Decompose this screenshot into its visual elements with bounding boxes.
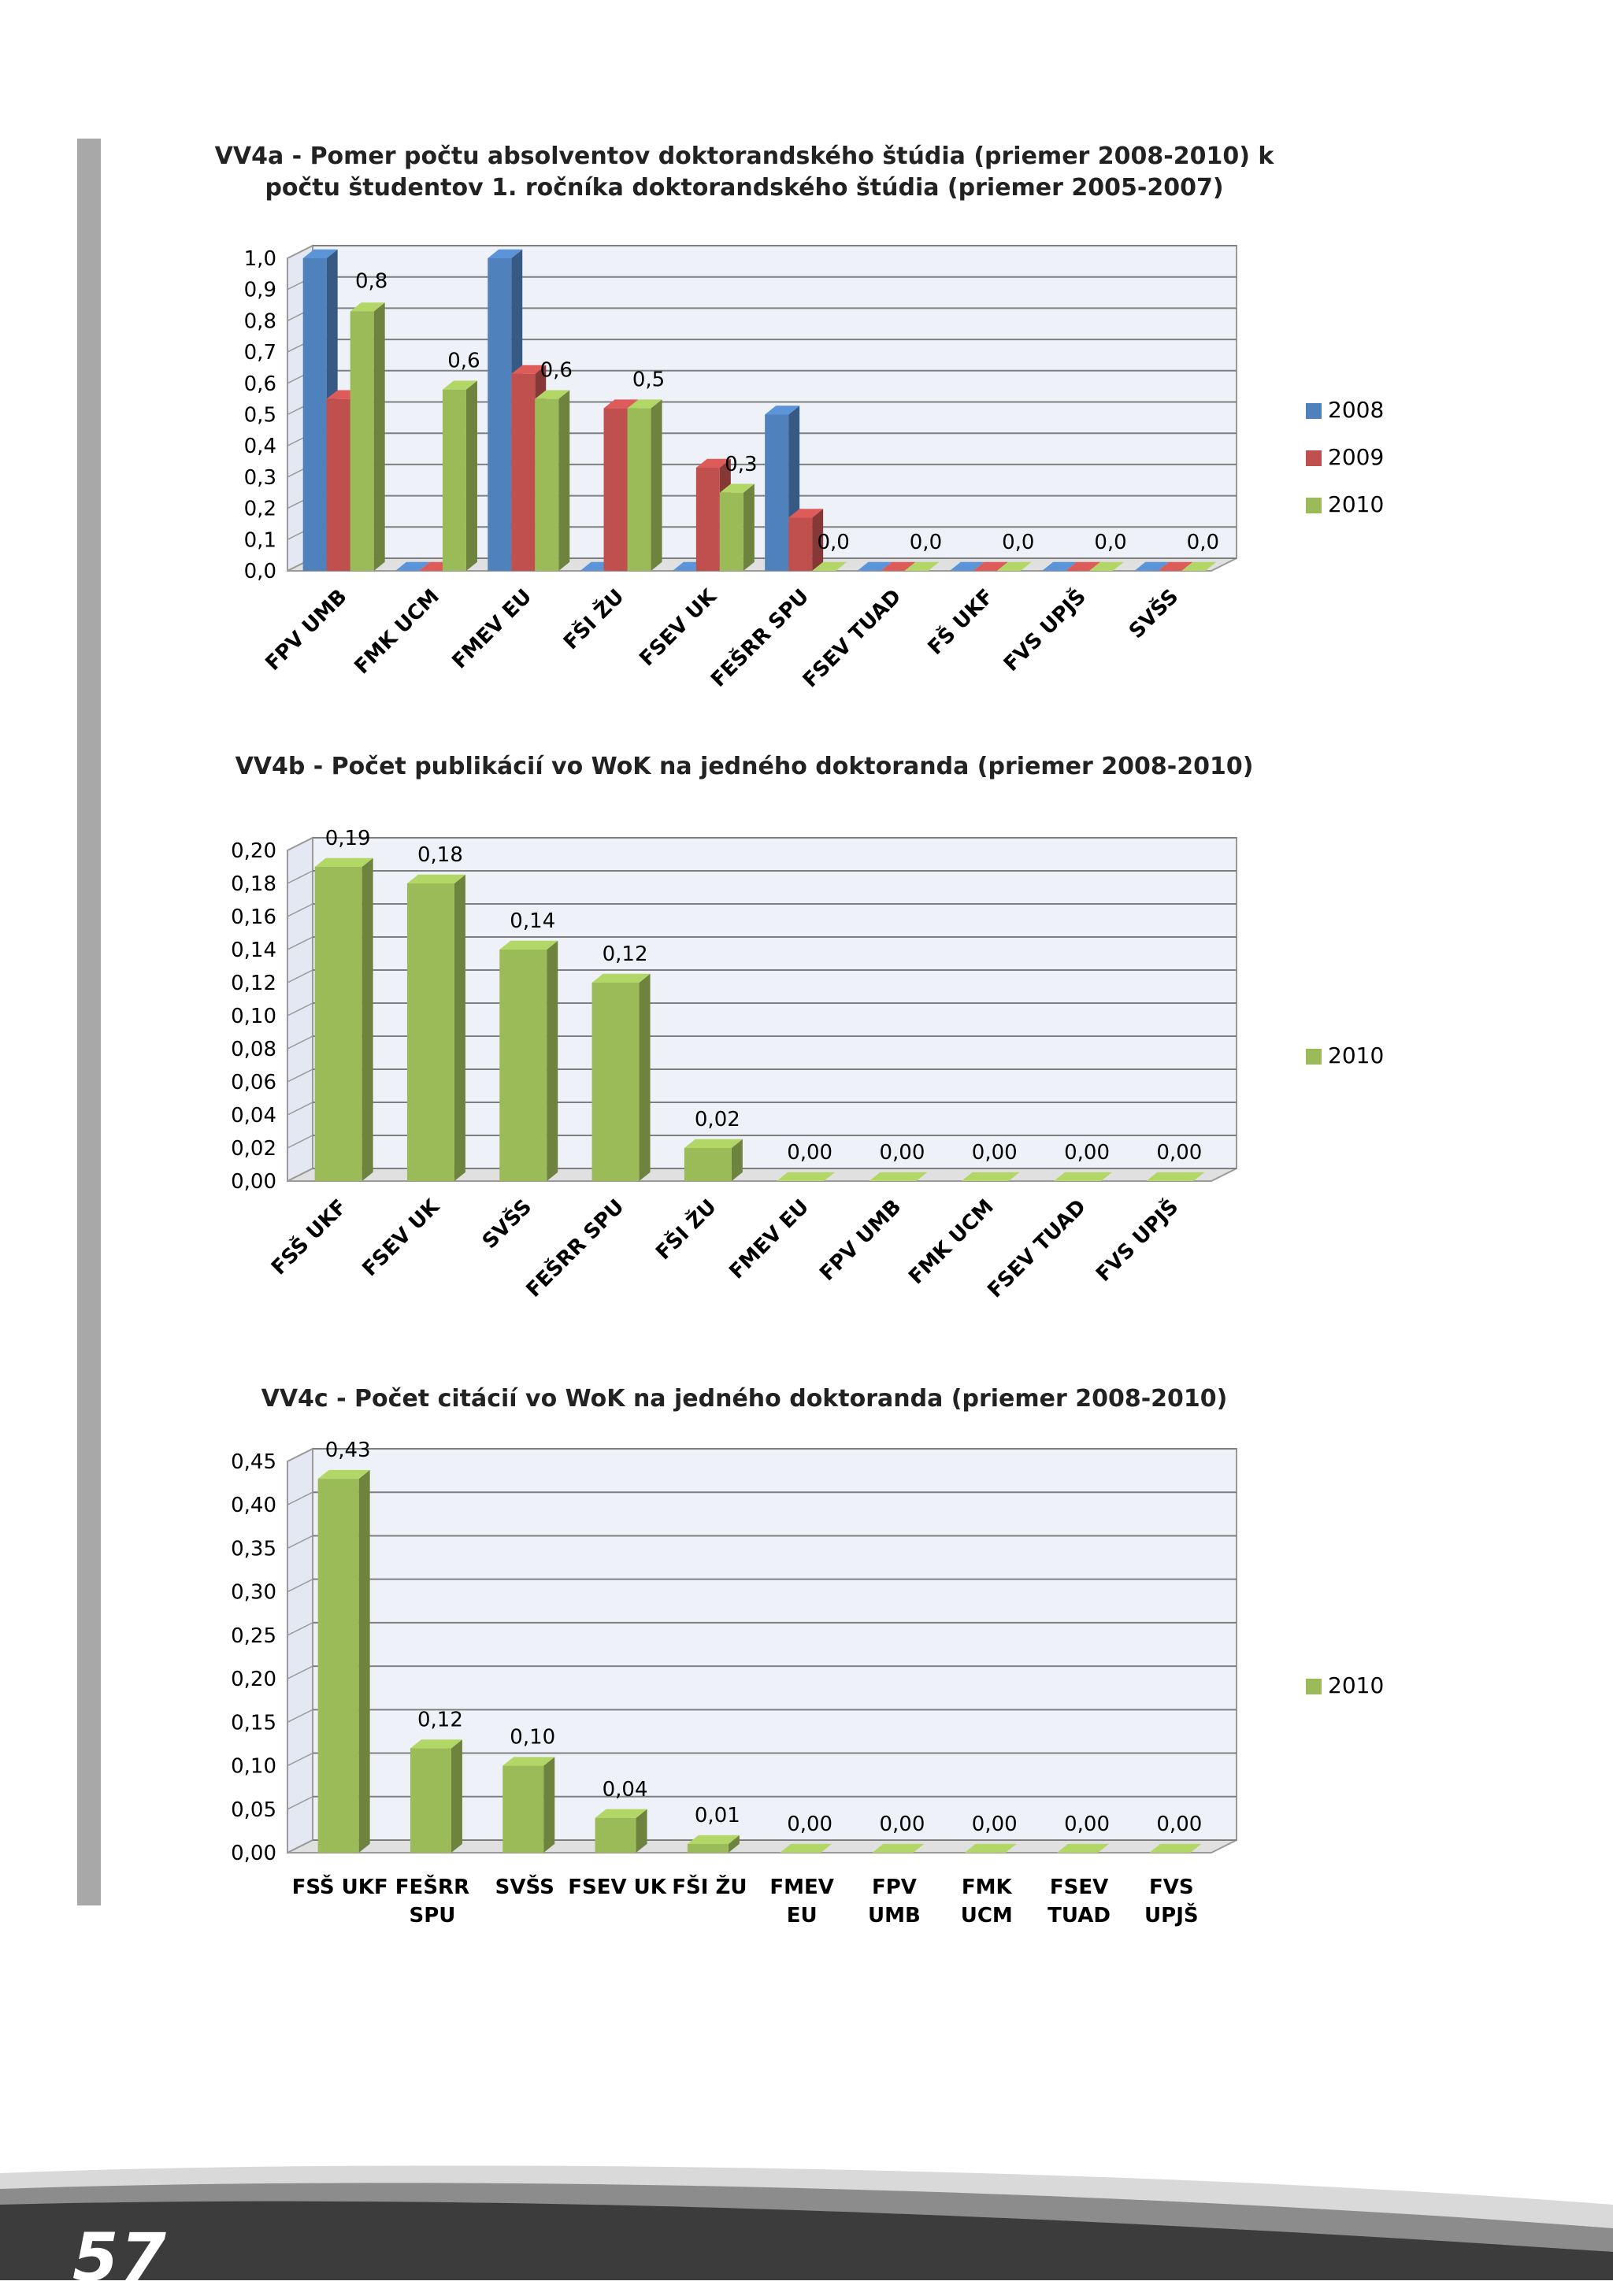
bar [595,1809,647,1853]
x-tick-label: FPV UMB [815,1194,907,1286]
x-tick-label: SVŠS [1124,584,1184,644]
data-label: 0,0 [909,531,943,554]
data-label: 0,0 [1002,531,1035,554]
bar [684,1139,743,1181]
legend-label: 2010 [1328,1672,1385,1698]
x-tick-label: UPJŠ [1144,1904,1199,1928]
bar [688,1835,740,1853]
bar [315,858,373,1181]
y-tick-label: 0,25 [231,1624,276,1648]
x-tick-label: FSEV TUAD [983,1194,1091,1303]
y-tick-label: 0,15 [231,1711,276,1735]
y-tick-label: 0,00 [231,1842,276,1865]
bar-front [318,1479,359,1853]
y-tick-label: 0,10 [231,1754,276,1779]
legend-swatch [1306,498,1322,513]
data-label: 0,04 [602,1777,648,1802]
x-tick-label: SPU [409,1904,456,1928]
data-label: 0,00 [879,1141,925,1165]
data-label: 0,6 [540,358,573,383]
x-tick-label: SVŠS [477,1194,537,1254]
bar [318,1470,370,1853]
x-tick-label: FMK [961,1876,1012,1899]
data-label: 0,6 [447,349,480,373]
y-tick-label: 0,00 [231,1170,276,1194]
bar-front [696,468,720,571]
data-label: 0,43 [324,1439,371,1463]
bar-side [547,941,558,1181]
sidebar-accent-bar [77,139,101,1905]
chart-vv4a [201,126,1429,701]
x-tick-label: SVŠS [495,1876,554,1899]
bar-front [595,1818,636,1853]
bar-front [410,1748,451,1853]
x-tick-label: FEŠRR SPU [521,1194,629,1302]
y-tick-label: 0,30 [231,1580,276,1605]
y-tick-label: 0,06 [231,1071,276,1094]
bar-front [511,374,535,571]
y-tick-label: 0,2 [243,497,276,521]
bar-front [788,518,812,571]
x-tick-label: FPV UMB [261,584,352,676]
data-label: 0,00 [879,1813,925,1836]
data-label: 0,0 [1094,531,1127,554]
plot-side-wall [287,1449,313,1853]
x-tick-label: FSŠ UKF [267,1194,352,1280]
y-tick-label: 0,0 [243,560,276,583]
legend-swatch [1306,403,1322,419]
chart-vv4b [201,736,1429,1303]
x-tick-label: FSEV UK [635,584,721,672]
legend-label: 2009 [1328,444,1385,470]
bar-front [628,409,651,571]
x-tick-label: EU [786,1904,818,1928]
bar-side [466,381,477,571]
data-label: 0,12 [602,942,648,966]
y-tick-label: 0,05 [231,1798,276,1822]
x-tick-label: TUAD [1048,1904,1111,1928]
x-tick-label: FPV [871,1876,917,1899]
y-tick-label: 0,20 [231,839,276,863]
bar [407,875,465,1181]
bar-front [604,409,628,571]
data-label: 0,12 [417,1708,463,1732]
bar [350,302,385,571]
y-tick-label: 0,4 [243,435,276,459]
bar-side [640,974,651,1181]
data-label: 0,00 [787,1141,833,1165]
y-tick-label: 0,8 [243,309,276,334]
bar-side [374,302,385,571]
bar-front [765,415,788,572]
y-tick-label: 0,10 [231,1005,276,1028]
x-tick-label: FMK UCM [350,584,444,680]
bar-side [362,858,373,1181]
bar-side [454,875,465,1181]
bar-side [558,390,569,571]
y-tick-label: 0,12 [231,972,276,995]
bar-front [350,311,374,571]
bar-front [327,399,350,571]
y-tick-label: 0,20 [231,1668,276,1692]
bar [499,941,558,1181]
data-label: 0,3 [725,452,758,476]
legend-swatch [1306,1049,1322,1065]
legend-swatch [1306,450,1322,466]
bar [443,381,477,571]
bar [628,399,662,571]
chart-title: VV4b - Počet publikácií vo WoK na jedného doktoranda (priemer 2008-2010) [235,753,1254,780]
data-label: 0,00 [1064,1813,1110,1836]
y-tick-label: 0,45 [231,1450,276,1474]
data-label: 0,00 [1064,1141,1110,1165]
bar-side [651,399,662,571]
data-label: 0,00 [787,1813,833,1836]
y-tick-label: 0,35 [231,1537,276,1561]
y-tick-label: 0,6 [243,372,276,396]
y-tick-label: 0,02 [231,1137,276,1161]
y-tick-label: 0,16 [231,905,276,929]
x-tick-label: UCM [960,1904,1013,1928]
data-label: 0,10 [510,1725,556,1750]
bar-front [502,1766,543,1853]
legend-label: 2010 [1328,491,1385,517]
x-tick-label: UMB [868,1904,921,1928]
bar [502,1757,554,1853]
x-tick-label: FŠI ŽU [558,584,629,655]
chart-svg [201,736,1429,1303]
y-tick-label: 0,40 [231,1494,276,1518]
y-tick-label: 0,14 [231,939,276,962]
y-tick-label: 0,18 [231,872,276,896]
data-label: 0,00 [971,1813,1018,1836]
bar [720,484,755,571]
footer-swoosh [0,2157,1613,2280]
x-tick-label: FMK UCM [904,1194,999,1290]
bar-side [451,1739,462,1853]
data-label: 0,01 [694,1803,740,1828]
data-label: 0,00 [1156,1813,1203,1836]
y-tick-label: 0,08 [231,1038,276,1061]
x-tick-label: FVS UPJŠ [999,584,1091,676]
bar-side [359,1470,370,1853]
data-label: 0,00 [971,1141,1018,1165]
data-label: 0,19 [324,827,371,850]
x-tick-label: FŠ UKF [923,584,999,660]
x-tick-label: FSEV UK [568,1876,666,1899]
x-tick-label: FŠI ŽU [651,1194,721,1265]
x-tick-label: FMEV EU [725,1194,814,1284]
data-label: 0,14 [510,909,556,933]
legend-label: 2010 [1328,1042,1385,1068]
chart-vv4c [201,1368,1429,1943]
bar-front [488,258,511,571]
bar-front [535,399,558,571]
x-tick-label: FMEV [769,1876,834,1899]
y-tick-label: 1,0 [243,247,276,271]
bar-front [443,390,466,571]
data-label: 0,18 [417,843,463,867]
x-tick-label: FSŠ UKF [291,1876,388,1899]
bar-front [688,1844,729,1853]
y-tick-label: 0,3 [243,465,276,490]
y-tick-label: 0,04 [231,1104,276,1128]
x-tick-label: FMEV EU [447,584,537,674]
x-tick-label: FVS UPJŠ [1092,1194,1184,1287]
x-tick-label: FEŠRR SPU [706,584,814,692]
legend-swatch [1306,1679,1322,1694]
x-tick-label: FSEV [1049,1876,1109,1899]
bar-front [720,493,743,571]
bar-front [407,883,454,1181]
x-tick-label: FSEV TUAD [798,584,907,693]
bar-side [743,484,755,571]
bar-front [303,258,327,571]
bar-front [499,950,547,1181]
data-label: 0,00 [1156,1141,1203,1165]
bar [535,390,569,571]
legend-label: 2008 [1328,397,1385,423]
data-label: 0,0 [817,531,850,554]
chart-title: počtu študentov 1. ročníka doktorandského štúdia (priemer 2005-2007) [265,174,1224,202]
x-tick-label: FEŠRR [395,1876,470,1899]
y-tick-label: 0,1 [243,528,276,553]
bar [410,1739,462,1853]
data-label: 0,0 [1186,531,1220,554]
x-tick-label: FŠI ŽU [672,1876,747,1899]
bar-side [543,1757,554,1853]
bar-front [315,867,362,1181]
page-number: 57 [72,2219,168,2296]
bar [592,974,651,1181]
chart-title: VV4c - Počet citácií vo WoK na jedného doktoranda (priemer 2008-2010) [261,1385,1228,1413]
x-tick-label: FSEV UK [358,1194,444,1282]
data-label: 0,02 [694,1108,740,1131]
bar-front [592,983,640,1181]
chart-title: VV4a - Pomer počtu absolventov doktorandského štúdia (priemer 2008-2010) k [214,143,1274,170]
chart-svg [201,1368,1429,1943]
bar-front [684,1148,732,1181]
data-label: 0,8 [354,269,388,294]
x-tick-label: FVS [1149,1876,1194,1899]
chart-svg [201,126,1429,701]
y-tick-label: 0,7 [243,341,276,365]
data-label: 0,5 [632,368,666,392]
y-tick-label: 0,9 [243,278,276,302]
y-tick-label: 0,5 [243,403,276,428]
